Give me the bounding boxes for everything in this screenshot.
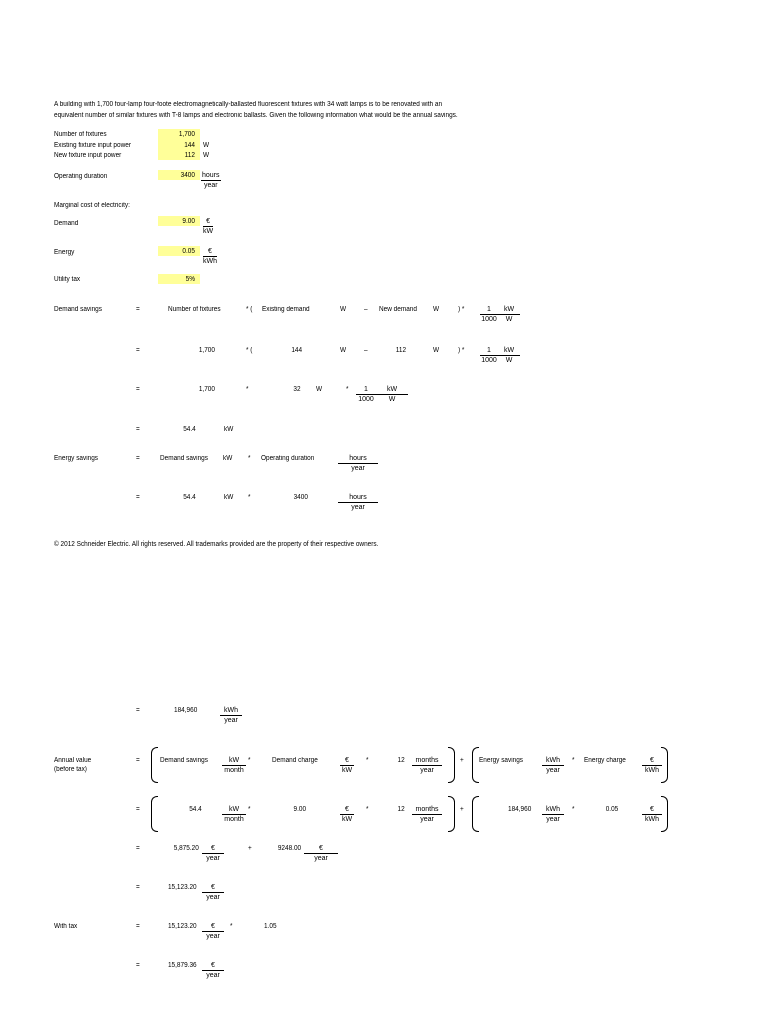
conversion-fraction: $\frac{1}{1000}$ (481, 347, 497, 364)
formula-operator: * (248, 757, 251, 764)
formula-operator: * ( (246, 306, 253, 313)
formula-value: 9248.00 (277, 845, 302, 852)
formula-operator: * (248, 455, 251, 462)
tax-value[interactable]: 5% (185, 276, 195, 283)
formula-operator: * (230, 923, 233, 930)
op-duration-label: Operating duration (54, 173, 108, 180)
energy-savings-label: Energy savings (54, 455, 99, 462)
formula-unit: W (340, 347, 347, 354)
formula-unit: kW (224, 426, 234, 433)
open-bracket (472, 747, 479, 783)
energy-unit: € kWh (203, 248, 217, 265)
formula-value: 3400 (293, 494, 308, 501)
conversion-unit: $\frac{kW}{W}$ (498, 305, 520, 324)
formula-unit: kW month (222, 805, 246, 824)
new-power-value[interactable]: 112 (184, 152, 195, 159)
formula-value: 1.05 (264, 923, 277, 930)
conversion-unit: $\frac{kW}{W}$ (376, 385, 408, 404)
formula-operator: * ( (246, 347, 253, 354)
formula-operator: + (460, 757, 464, 764)
formula-unit: € kWh (642, 805, 662, 824)
close-bracket (661, 796, 668, 832)
close-bracket (448, 747, 455, 783)
hours-per-year-unit: hours year (338, 454, 378, 473)
copyright-notice: © 2012 Schneider Electric. All rights reserved. All trademarks provided are the property of their respective owners. (54, 541, 379, 548)
close-bracket (448, 796, 455, 832)
formula-value: 15,123.20 (167, 923, 197, 930)
demand-savings-label: Demand savings (54, 306, 102, 313)
open-bracket (151, 796, 158, 832)
formula-unit: kWh year (542, 805, 564, 824)
formula-value: 144 (291, 347, 303, 354)
intro-line-2: equivalent number of similar fixtures with T-8 lamps and electronic ballasts. Given the following information what would be the annual savings. (54, 112, 458, 119)
annual-value-label: Annual value (54, 757, 92, 764)
formula-operator: – (364, 306, 368, 313)
existing-power-unit: W (203, 142, 210, 149)
formula-unit: € kW (341, 806, 353, 823)
conversion-fraction: $\frac{1}{1000}$ (356, 385, 376, 404)
with-tax-result: 15,879.36 (167, 962, 197, 969)
formula-value: 9.00 (293, 806, 307, 813)
formula-operator: * (248, 806, 251, 813)
formula-unit: kW month (222, 756, 246, 775)
conversion-unit: $\frac{kW}{W}$ (498, 346, 520, 365)
annual-value-sublabel: (before tax) (54, 766, 87, 773)
demand-savings-result: 54.4 (183, 426, 196, 433)
with-tax-label: With tax (54, 923, 78, 930)
energy-value[interactable]: 0.05 (182, 248, 195, 255)
equals-sign: = (136, 386, 140, 393)
fixtures-label: Number of fixtures (54, 131, 107, 138)
equals-sign: = (136, 494, 140, 501)
existing-power-value[interactable]: 144 (184, 142, 195, 149)
demand-label: Demand (54, 220, 79, 227)
formula-value: 184,960 (507, 806, 532, 813)
formula-operator: * (366, 757, 369, 764)
equals-sign: = (136, 962, 140, 969)
equals-sign: = (136, 757, 140, 764)
formula-term: Demand savings (160, 757, 208, 764)
equals-sign: = (136, 806, 140, 813)
formula-unit: W (340, 306, 347, 313)
euro-per-year-unit: € year (202, 844, 224, 863)
fixtures-value[interactable]: 1,700 (178, 131, 195, 138)
formula-term: Operating duration (261, 455, 315, 462)
open-bracket (151, 747, 158, 783)
hours-per-year-unit: hours year (338, 493, 378, 512)
euro-per-year-unit: € year (304, 844, 338, 863)
formula-value: 12 (397, 806, 405, 813)
demand-unit: € kW (203, 218, 214, 235)
formula-unit: kW (223, 455, 233, 462)
close-bracket (661, 747, 668, 783)
formula-value: 32 (293, 386, 301, 393)
equals-sign: = (136, 884, 140, 891)
formula-operator: * (572, 757, 575, 764)
formula-operator: – (364, 347, 368, 354)
euro-per-year-unit: € year (202, 922, 224, 941)
formula-operator: * (346, 386, 349, 393)
tax-label: Utility tax (54, 276, 81, 283)
formula-unit: months year (412, 805, 442, 824)
equals-sign: = (136, 347, 140, 354)
equals-sign: = (136, 306, 140, 313)
formula-operator: * (366, 806, 369, 813)
open-bracket (472, 796, 479, 832)
formula-operator: * (246, 386, 249, 393)
formula-term: Number of fixtures (168, 306, 221, 313)
new-power-unit: W (203, 152, 210, 159)
energy-savings-result: 184,960 (173, 707, 198, 714)
intro-line-1: A building with 1,700 four-lamp four-foote electromagnetically-ballasted fluorescent fixtures with 34 watt lamps is to be renovated with an (54, 101, 443, 108)
formula-value: 54.4 (189, 806, 202, 813)
formula-term: New demand (379, 306, 417, 313)
formula-unit: months year (412, 756, 442, 775)
formula-term: Existing demand (262, 306, 310, 313)
equals-sign: = (136, 923, 140, 930)
equals-sign: = (136, 845, 140, 852)
formula-operator: + (460, 806, 464, 813)
formula-value: 112 (395, 347, 407, 354)
formula-operator: ) * (458, 347, 465, 354)
equals-sign: = (136, 455, 140, 462)
energy-label: Energy (54, 249, 75, 256)
formula-unit: € kWh (642, 756, 662, 775)
equals-sign: = (136, 426, 140, 433)
formula-value: 1,700 (198, 386, 215, 393)
op-duration-unit: hours year (202, 172, 220, 189)
formula-term: Energy savings (479, 757, 524, 764)
formula-operator: * (572, 806, 575, 813)
formula-term: Energy charge (584, 757, 626, 764)
formula-unit: € kW (341, 757, 353, 774)
op-duration-value[interactable]: 3400 (180, 172, 195, 179)
formula-operator: ) * (458, 306, 465, 313)
formula-value: 1,700 (198, 347, 215, 354)
annual-value-result: 15,123.20 (167, 884, 197, 891)
euro-per-year-unit: € year (202, 961, 224, 980)
marginal-cost-label: Marginal cost of electricity: (54, 202, 130, 209)
euro-per-year-unit: € year (202, 883, 224, 902)
formula-value: 5,875.20 (173, 845, 199, 852)
formula-value: 12 (397, 757, 405, 764)
equals-sign: = (136, 707, 140, 714)
formula-term: Demand charge (272, 757, 318, 764)
formula-unit: kWh year (542, 756, 564, 775)
existing-power-label: Existing fixture input power (54, 142, 131, 149)
formula-unit: kW (224, 494, 234, 501)
formula-term: Demand savings (160, 455, 208, 462)
new-power-label: New fixture input power (54, 152, 122, 159)
conversion-fraction: $\frac{1}{1000}$ (481, 306, 497, 323)
demand-value[interactable]: 9.00 (182, 218, 195, 225)
formula-unit: W (316, 386, 323, 393)
formula-operator: * (248, 494, 251, 501)
formula-unit: W (433, 347, 440, 354)
formula-operator: + (248, 845, 252, 852)
formula-value: 0.05 (605, 806, 619, 813)
formula-value: 54.4 (183, 494, 196, 501)
formula-unit: W (433, 306, 440, 313)
kwh-per-year-unit: kWh year (220, 706, 242, 725)
